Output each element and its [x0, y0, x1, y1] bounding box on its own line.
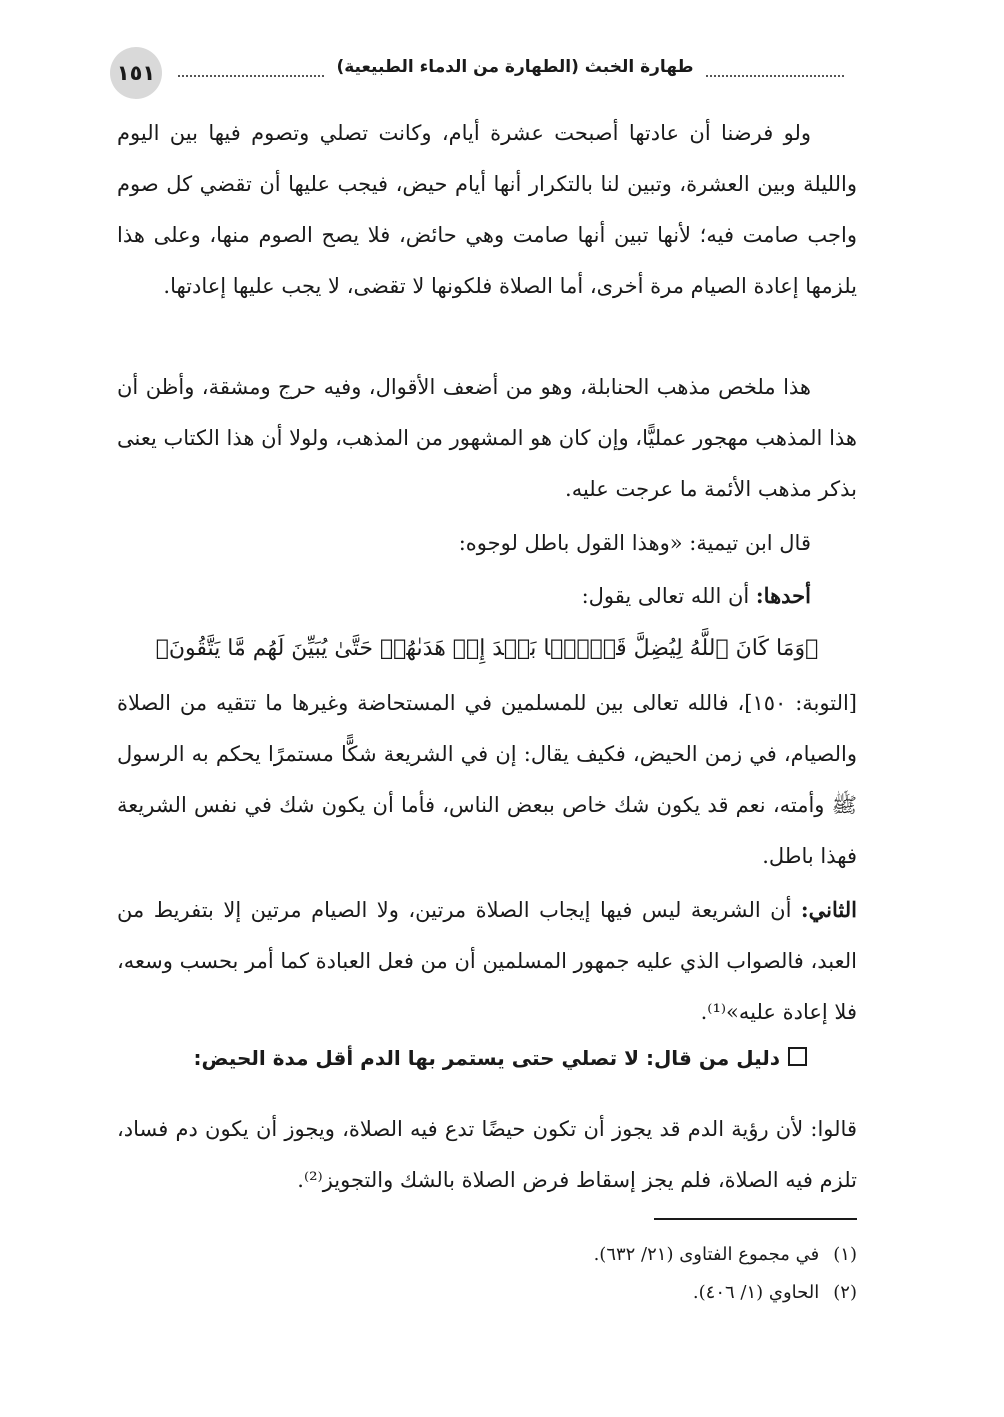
first-point-text: أن الله تعالى يقول:	[581, 584, 756, 608]
footnote-1-number: (١)	[833, 1244, 857, 1265]
running-header-title: طهارة الخبث (الطهارة من الدماء الطبيعية)	[336, 57, 694, 77]
first-point	[117, 570, 857, 622]
header-dotted-leader-right	[706, 55, 844, 77]
footnote-2-number: (٢)	[833, 1282, 857, 1303]
paragraph-5-text: [التوبة: ١٥٠]، فالله تعالى بين للمسلمين في المستحاضة وغيرها ما تتقيه من الصلاة والصيام، في زمن الحيض، فكيف يقال: إن في الشريعة شكًّا مستمرًا يحكم به الرسول ﷺ وأمته، نعم قد يكون شك خاص ببعض الناس، فأما أن يكون شك في نفس الشريعة فهذا باطل.	[117, 691, 858, 868]
second-point-text: أن الشريعة ليس فيها إيجاب الصلاة مرتين، ولا الصيام مرتين إلا بتفريط من العبد، فالصواب الذي عليه جمهور المسلمين أن من فعل العبادة كما أمر بحسب وسعه، فلا إعادة عليه»⁽¹⁾.	[117, 898, 857, 1024]
paragraph-7	[117, 1104, 857, 1206]
quran-verse: ﴿وَمَا كَانَ ٱللَّهُ لِيُضِلَّ قَوۡمَۢا بَعۡدَ إِذۡ هَدَىٰهُمۡ حَتَّىٰ يُبَيِّنَ لَهُم مَّا يَتَّقُونَ﴾	[155, 636, 819, 661]
paragraph-1	[117, 108, 857, 312]
quote-intro: قال ابن تيمية: «وهذا القول باطل لوجوه:	[458, 531, 811, 555]
footnote-1	[117, 1236, 857, 1274]
paragraph-6	[117, 884, 857, 1038]
second-point	[117, 884, 857, 1038]
paragraph-5	[117, 678, 857, 882]
paragraph-4	[117, 570, 857, 622]
header-dotted-leader-left	[178, 55, 324, 77]
paragraph-7-text: قالوا: لأن رؤية الدم قد يجوز أن تكون حيضًا تدع فيه الصلاة، ويجوز أن يكون دم فساد، تلزم فيه الصلاة، فلم يجز إسقاط فرض الصلاة بالشك والتجويز⁽²⁾.	[117, 1117, 857, 1192]
section-subheading-text: دليل من قال: لا تصلي حتى يستمر بها الدم أقل مدة الحيض:	[193, 1046, 780, 1070]
first-point-label: أحدها:	[755, 583, 811, 608]
footnote-2	[117, 1274, 857, 1312]
paragraph-2	[117, 362, 857, 515]
footnotes	[117, 1236, 857, 1312]
second-point-label: الثاني:	[800, 897, 857, 922]
square-bullet-icon	[788, 1047, 807, 1066]
paragraph-2-text: هذا ملخص مذهب الحنابلة، وهو من أضعف الأقوال، وفيه حرج ومشقة، وأظن أن هذا المذهب مهجور عمليًّا، وإن كان هو المشهور من المذهب، ولولا أن هذا الكتاب يعنى بذكر مذهب الأئمة ما عرجت عليه.	[117, 375, 857, 501]
section-subheading	[117, 1040, 807, 1076]
footnote-2-text: الحاوي (١/ ٤٠٦).	[692, 1282, 820, 1303]
footnote-separator	[654, 1218, 857, 1220]
footnote-1-text: في مجموع الفتاوى (٢١/ ٦٣٢).	[593, 1244, 820, 1265]
paragraph-1-text: ولو فرضنا أن عادتها أصبحت عشرة أيام، وكانت تصلي وتصوم فيها بين اليوم والليلة وبين العشرة، وتبين لنا بالتكرار أنها أيام حيض، فيجب عليها أن تقضي كل صوم واجب صامت فيه؛ لأنها تبين أنها صامت وهي حائض، فلا يصح الصوم منها، وعلى هذا يلزمها إعادة الصيام مرة أخرى، أما الصلاة فلكونها لا تقضى، لا يجب عليها إعادتها.	[117, 121, 857, 298]
paragraph-3	[117, 518, 857, 569]
page-number: ١٥١	[110, 47, 162, 99]
